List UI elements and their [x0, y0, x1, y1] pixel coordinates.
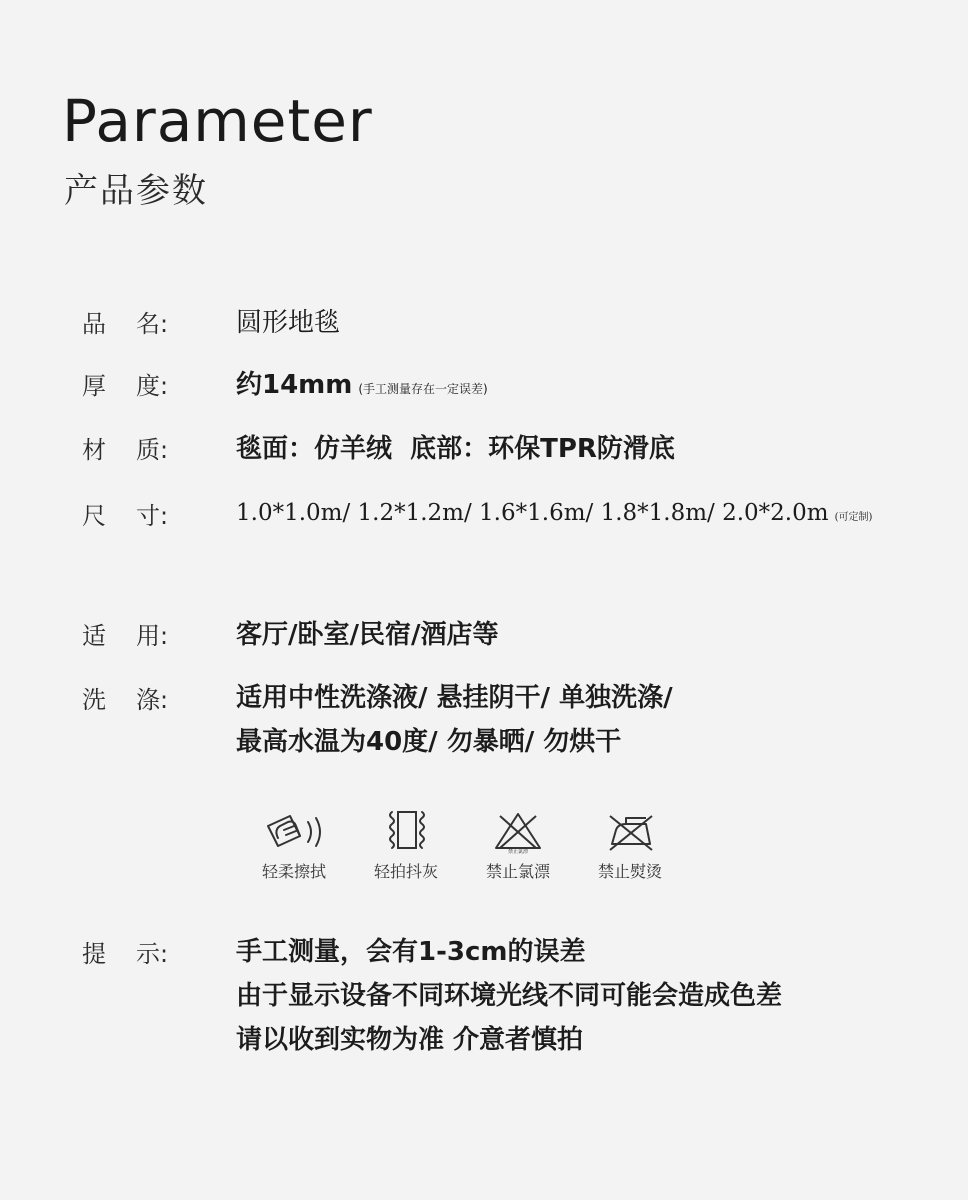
param-value-thickness: 约14mm (手工测量存在一定误差) [236, 370, 488, 400]
param-value-material: 毯面：仿羊绒 底部：环保TPR防滑底 [236, 434, 675, 464]
param-value-washing: 适用中性洗涤液/ 悬挂阴干/ 单独洗涤/ 最高水温为40度/ 勿暴晒/ 勿烘干 [236, 683, 673, 757]
care-item-pat [358, 808, 454, 880]
care-icons [246, 808, 686, 888]
care-item-no-bleach [470, 808, 566, 880]
thickness-note: (手工测量存在一定误差) [358, 382, 488, 396]
care-item-wipe [246, 808, 342, 880]
param-value-name: 圆形地毯 [236, 308, 341, 338]
param-label: 厚 度: [82, 372, 169, 400]
param-label: 尺 寸: [82, 502, 169, 530]
param-label: 品 名: [82, 310, 169, 338]
page-title-en: Parameter [62, 87, 373, 155]
param-label: 提 示: [82, 940, 169, 968]
tips-value: 手工测量，会有1-3cm的误差 由于显示设备不同环境光线不同可能会造成色差 请以收到实物为准 介意者慎拍 [236, 937, 783, 1055]
param-label: 材 质: [82, 436, 169, 464]
care-label: 轻柔擦拭 [261, 862, 326, 881]
param-label: 洗 涤: [82, 686, 169, 714]
no-bleach-icon [478, 808, 558, 854]
param-value-usage: 客厅/卧室/民宿/酒店等 [236, 620, 499, 650]
size-note: (可定制) [834, 512, 873, 523]
care-label: 轻拍抖灰 [373, 862, 438, 881]
param-value-size: 1.0*1.0m/ 1.2*1.2m/ 1.6*1.6m/ 1.8*1.8m/ 2.0*2.0m (可定制) [236, 500, 873, 526]
care-label: 禁止氯漂 [485, 862, 550, 881]
no-iron-icon [590, 808, 670, 854]
care-label: 禁止熨烫 [597, 862, 662, 881]
no-bleach-small-text: 禁止氯漂 [507, 849, 529, 854]
care-item-no-iron [582, 808, 678, 880]
page-title-cn: 产品参数 [64, 171, 208, 211]
pat-dust-icon [366, 808, 446, 854]
hand-wipe-icon [254, 808, 334, 854]
param-label: 适 用: [82, 622, 169, 650]
